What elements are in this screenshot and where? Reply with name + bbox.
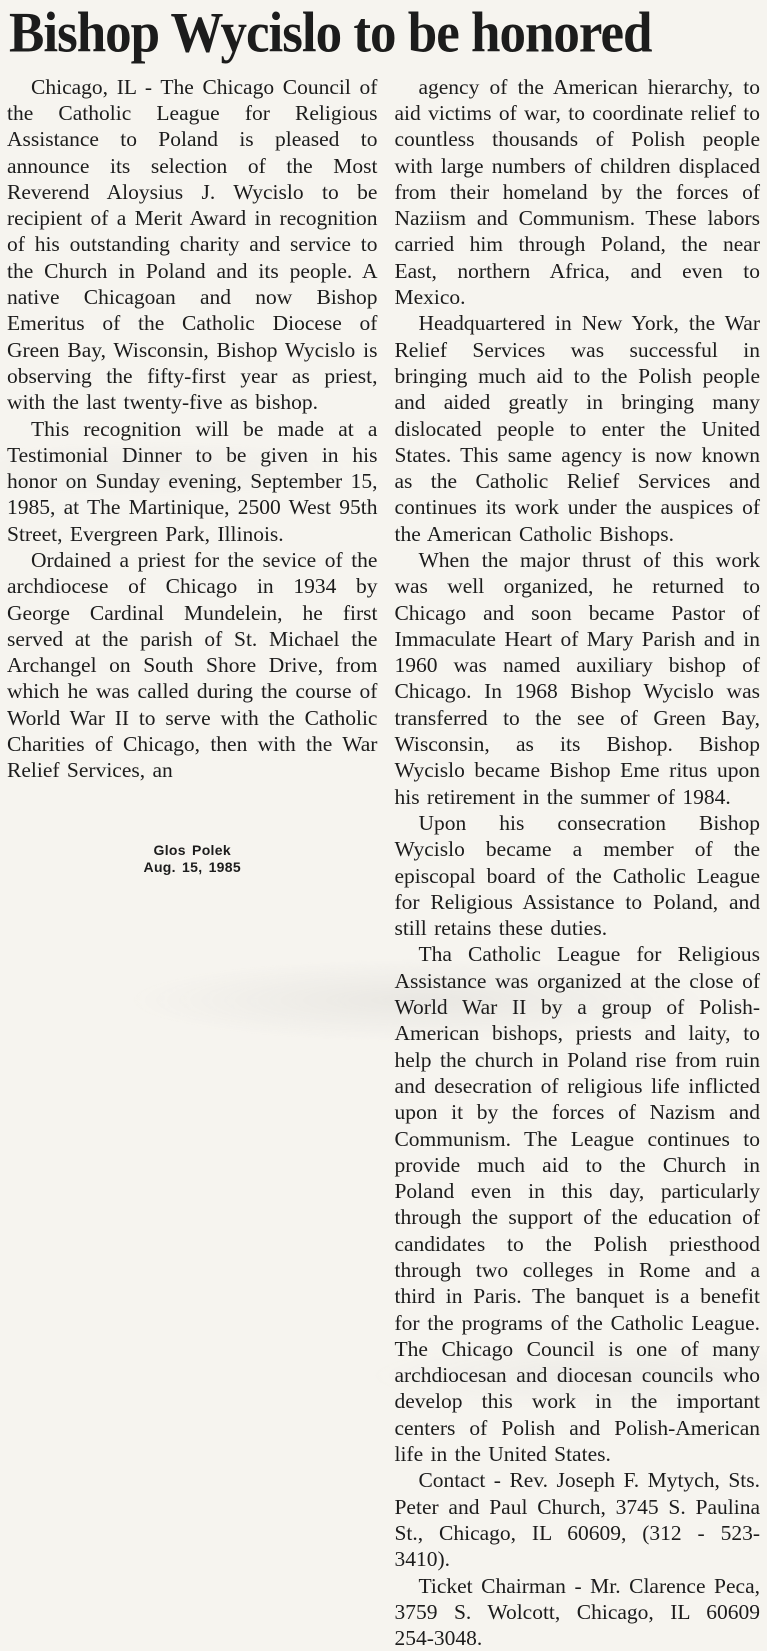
article-paragraph: Headquartered in New York, the War Relief Services was successful in bringing much aid to the Polish people and aided greatly in bringing many dislocated people to enter the United States. This same agency is now known as the Catholic Relief Services and continues its work under the auspices of the American Catholic Bishops. [394, 311, 760, 546]
article-paragraph: This recognition will be made at a Testimonial Dinner to be given in his honor on Sunday evening, September 15, 1985, at The Martinique, 2500 West 95th Street, Evergreen Park, Illinois. [7, 416, 378, 546]
credit-date: Aug. 15, 1985 [143, 858, 241, 875]
article-paragraph: Ticket Chairman - Mr. Clarence Peca, 3759 S. Wolcott, Chicago, IL 60609 254-3048. [394, 1573, 760, 1651]
article-paragraph: Upon his consecration Bishop Wycislo became a member of the episcopal board of the Catholic League for Religious Assistance to Poland, and still retains these duties. [394, 810, 760, 941]
article-paragraph: agency of the American hierarchy, to aid victims of war, to coordinate relief to countless thousands of Polish people with large numbers of children displaced from their homeland by the forces of Naziism and Communism. These labors carried him through Poland, the near East, northern Africa, and even to Mexico. [394, 74, 760, 310]
article-paragraph: When the major thrust of this work was well organized, he returned to Chicago and soon became Pastor of Immaculate Heart of Mary Parish and in 1960 was named auxiliary bishop of Chicago. In 1968 Bishop Wycislo was transferred to the see of Green Bay, Wisconsin, as its Bishop. Bishop Wycislo became Bishop Eme ritus upon his retirement in the summer of 1984. [394, 547, 760, 809]
article-paragraph: Chicago, IL - The Chicago Council of the Catholic League for Religious Assistance to Poland is pleased to announce its selection of the Most Reverend Aloysius J. Wycislo to be recipient of a Merit Award in recognition of his outstanding charity and service to the Church in Poland and its people. A native Chicagoan and now Bishop Emeritus of the Catholic Diocese of Green Bay, Wisconsin, Bishop Wycislo is observing the fifty-first year as priest, with the last twenty-five as bishop. [7, 74, 378, 415]
source-credit [7, 842, 377, 876]
article-columns [7, 74, 760, 1651]
left-column [7, 74, 377, 876]
article-paragraph: Tha Catholic League for Religious Assistance was organized at the close of World War II by a group of Polish-American bishops, priests and laity, to help the church in Poland rise from ruin and desecration of religious life inflicted upon it by the forces of Nazism and Communism. The League continues to provide much aid to the Church in Poland even in this day, particularly through the support of the education of candidates to the Polish priesthood through two colleges in Rome and a third in Paris. The banquet is a benefit for the programs of the Catholic League. The Chicago Council is one of many archdiocesan and diocesan councils who develop this work in the important centers of Polish and Polish-American life in the United States. [394, 942, 760, 1467]
credit-publication: Glos Polek [153, 841, 231, 858]
article-paragraph: Contact - Rev. Joseph F. Mytych, Sts. Peter and Paul Church, 3745 S. Paulina St., Chicago, IL 60609, (312 - 523-3410). [394, 1468, 760, 1572]
right-column [394, 74, 760, 1651]
article-headline: Bishop Wycislo to be honored [9, 1, 652, 65]
article-paragraph: Ordained a priest for the sevice of the archdiocese of Chicago in 1934 by George Cardinal Mundelein, he first served at the parish of St. Michael the Archangel on South Shore Drive, from which he was called during the course of World War II to serve with the Catholic Charities of Chicago, then with the War Relief Services, an [7, 547, 378, 783]
